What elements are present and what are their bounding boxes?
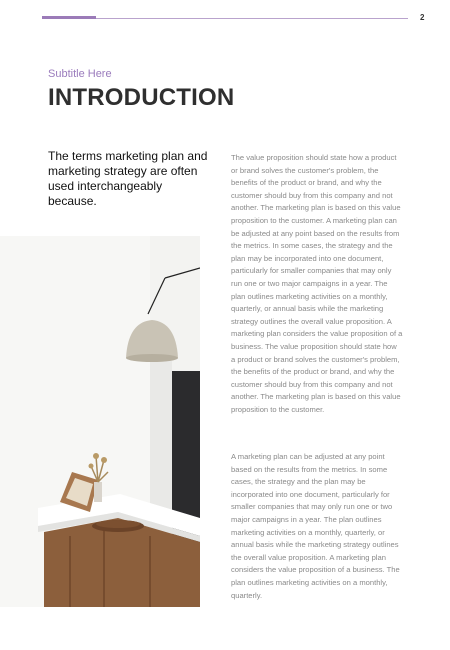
page-title: INTRODUCTION — [48, 84, 235, 111]
lead-text: The terms marketing plan and marketing strategy are often used interchangeably because. — [48, 149, 208, 208]
page-number: 2 — [420, 13, 425, 22]
body-paragraph-1: The value proposition should state how a product or brand solves the customer's problem, the benefits of the product or brand, and why the customer should buy from this company and not another. The marketing plan is based on this value proposition to the customer. A marketing plan can be adjusted at any point based on the results from the metrics. In some cases, the strategy and the plan may be incorporated into one document, particularly for smaller companies that may only run one or two major campaigns in a year. The plan outlines marketing activities on a monthly, quarterly, or annual basis while the marketing strategy outlines the overall value proposition. A marketing plan considers the value proposition of a business. The value proposition should state how a product or brand solves the customer's problem, the benefits of the product or brand, and why the customer should buy from this company and not another. The marketing plan is based on this value proposition to the customer. — [231, 153, 403, 414]
interior-photo — [0, 236, 200, 607]
subtitle: Subtitle Here — [48, 68, 112, 80]
header-rule — [42, 18, 408, 19]
header-accent-bar — [42, 16, 96, 19]
body-paragraph-2: A marketing plan can be adjusted at any point based on the results from the metrics. In some cases, the strategy and the plan may be incorporated into one document, particularly for smaller companies that may only run one or two major campaigns in a year. The plan outlines marketing activities on a monthly, quarterly, or annual basis while the marketing strategy outlines the overall value proposition. A marketing plan considers the value proposition of a business. The plan outlines marketing activities on a monthly, quarterly. — [231, 452, 400, 600]
